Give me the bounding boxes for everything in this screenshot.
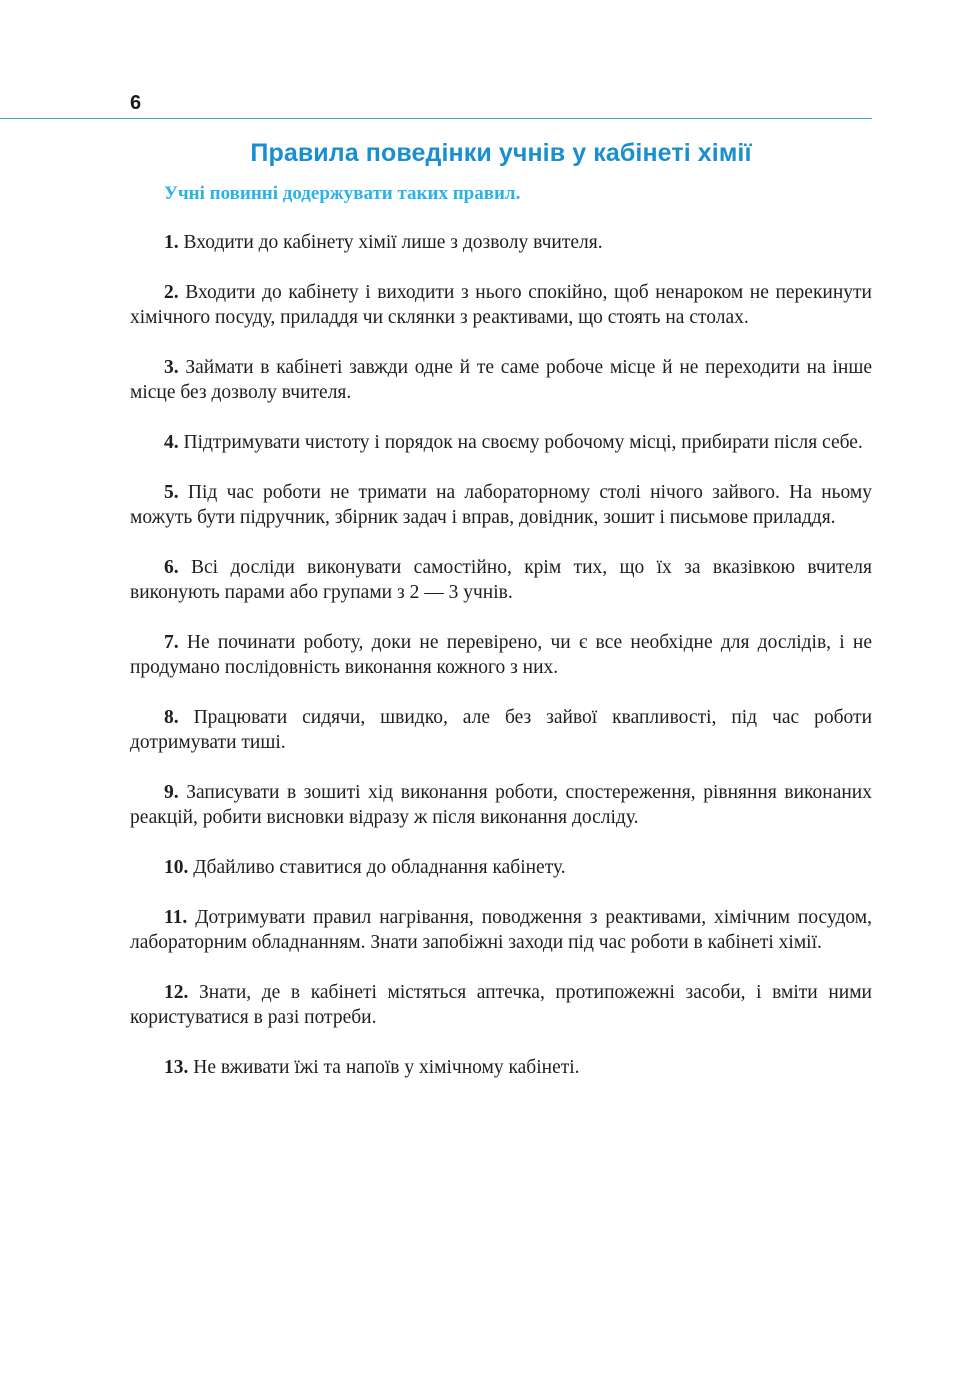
rule-item (130, 230, 872, 255)
rule-text: Підтримувати чистоту і порядок на своєму робочому місці, прибирати після себе. (183, 432, 863, 453)
page-number: 6 (130, 92, 142, 114)
rule-text: Входити до кабінету хімії лише з дозволу вчителя. (183, 232, 603, 253)
rule-item (130, 355, 872, 405)
rule-number: 1. (164, 232, 179, 253)
rule-number: 4. (164, 432, 179, 453)
rule-number: 6. (164, 557, 179, 578)
rule-text: Всі досліди виконувати самостійно, крім тих, що їх за вказівкою вчителя виконують парами або групами з 2 — 3 учнів. (130, 557, 873, 603)
rule-item (130, 280, 872, 330)
rule-number: 2. (164, 282, 179, 303)
rule-text: Дбайливо ставитися до обладнання кабінету. (193, 857, 566, 878)
rule-number: 11. (164, 907, 188, 928)
rule-text: Не вживати їжі та напоїв у хімічному кабінеті. (193, 1057, 580, 1078)
rule-text: Під час роботи не тримати на лабораторному столі нічого зайвого. На ньому можуть бути підручник, збірник задач і вправ, довідник, зошит і письмове приладдя. (130, 482, 872, 528)
rules-list (130, 230, 872, 1105)
rule-item (130, 980, 872, 1030)
rule-item (130, 480, 872, 530)
rule-item (130, 1055, 872, 1080)
page-title: Правила поведінки учнів у кабінеті хімії (250, 139, 752, 167)
rule-number: 13. (164, 1057, 189, 1078)
rule-item (130, 855, 872, 880)
intro-text: Учні повинні додержувати таких правил. (164, 183, 521, 204)
rule-text: Дотримувати правил нагрівання, поводження з реактивами, хімічним посудом, лабораторним обладнанням. Знати запобіжні заходи під час роботи в кабінеті хімії. (130, 907, 872, 953)
header-divider (0, 118, 872, 119)
rule-item (130, 430, 872, 455)
rule-text: Записувати в зошиті хід виконання роботи, спостереження, рівняння виконаних реакцій, робити висновки відразу ж після виконання досліду. (130, 782, 872, 828)
rule-text: Займати в кабінеті завжди одне й те саме робоче місце й не переходити на інше місце без дозволу вчителя. (130, 357, 873, 403)
rule-item (130, 705, 872, 755)
rule-item (130, 630, 872, 680)
rule-item (130, 555, 872, 605)
rule-number: 3. (164, 357, 179, 378)
rule-number: 8. (164, 707, 179, 728)
rule-number: 7. (164, 632, 179, 653)
rule-item (130, 780, 872, 830)
rule-number: 10. (164, 857, 189, 878)
rule-number: 12. (164, 982, 189, 1003)
rule-number: 9. (164, 782, 179, 803)
rule-text: Входити до кабінету і виходити з нього спокійно, щоб ненароком не перекинути хімічного посуду, приладдя чи склянки з реактивами, що стоять на столах. (130, 282, 872, 328)
rule-number: 5. (164, 482, 179, 503)
rule-text: Працювати сидячи, швидко, але без зайвої квапливості, під час роботи дотримувати тиші. (130, 707, 873, 753)
rule-text: Не починати роботу, доки не перевірено, чи є все необхідне для дослідів, і не продумано послідовність виконання кожного з них. (130, 632, 873, 678)
rule-text: Знати, де в кабінеті містяться аптечка, протипожежні засоби, і вміти ними користуватися в разі потреби. (130, 982, 872, 1028)
rule-item (130, 905, 872, 955)
